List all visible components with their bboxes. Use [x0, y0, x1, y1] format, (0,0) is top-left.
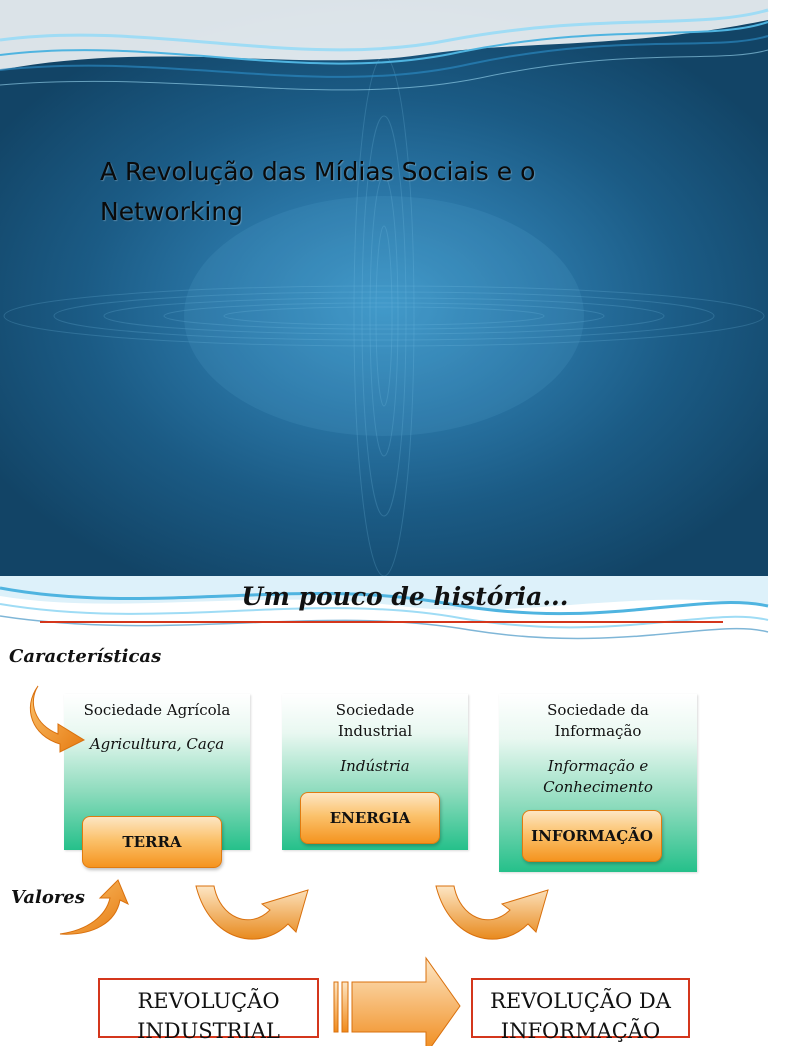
- value-pill-terra: TERRA: [82, 816, 222, 868]
- wave-decoration: [0, 0, 768, 110]
- society-name: Sociedade Industrial: [335, 701, 415, 740]
- society-characteristic: Agricultura, Caça: [89, 735, 225, 753]
- society-name: Sociedade da Informação: [547, 701, 649, 740]
- revolution-box-industrial: REVOLUÇÃO INDUSTRIAL: [98, 978, 319, 1038]
- value-pill-energia: ENERGIA: [300, 792, 440, 844]
- slide-title: Um pouco de história...: [241, 582, 569, 611]
- society-name: Sociedade Agrícola: [83, 701, 231, 719]
- slide-title: A Revolução das Mídias Sociais e o Networking: [100, 157, 536, 226]
- curved-arrow-icon: [28, 682, 88, 752]
- transition-arrow-icon: [190, 882, 314, 944]
- revolution-box-informacao: REVOLUÇÃO DA INFORMAÇÃO: [471, 978, 690, 1038]
- title-underline: [40, 621, 723, 623]
- history-slide: [0, 576, 768, 1043]
- value-pill-informacao: INFORMAÇÃO: [522, 810, 662, 862]
- caracteristicas-label: Características: [9, 646, 162, 667]
- curved-arrow-icon: [58, 880, 130, 936]
- valores-label: Valores: [11, 887, 85, 908]
- society-characteristic: Informação e Conhecimento: [543, 757, 653, 796]
- right-arrow-icon: [332, 956, 462, 1036]
- society-characteristic: Indústria: [340, 757, 410, 775]
- transition-arrow-icon: [430, 882, 554, 944]
